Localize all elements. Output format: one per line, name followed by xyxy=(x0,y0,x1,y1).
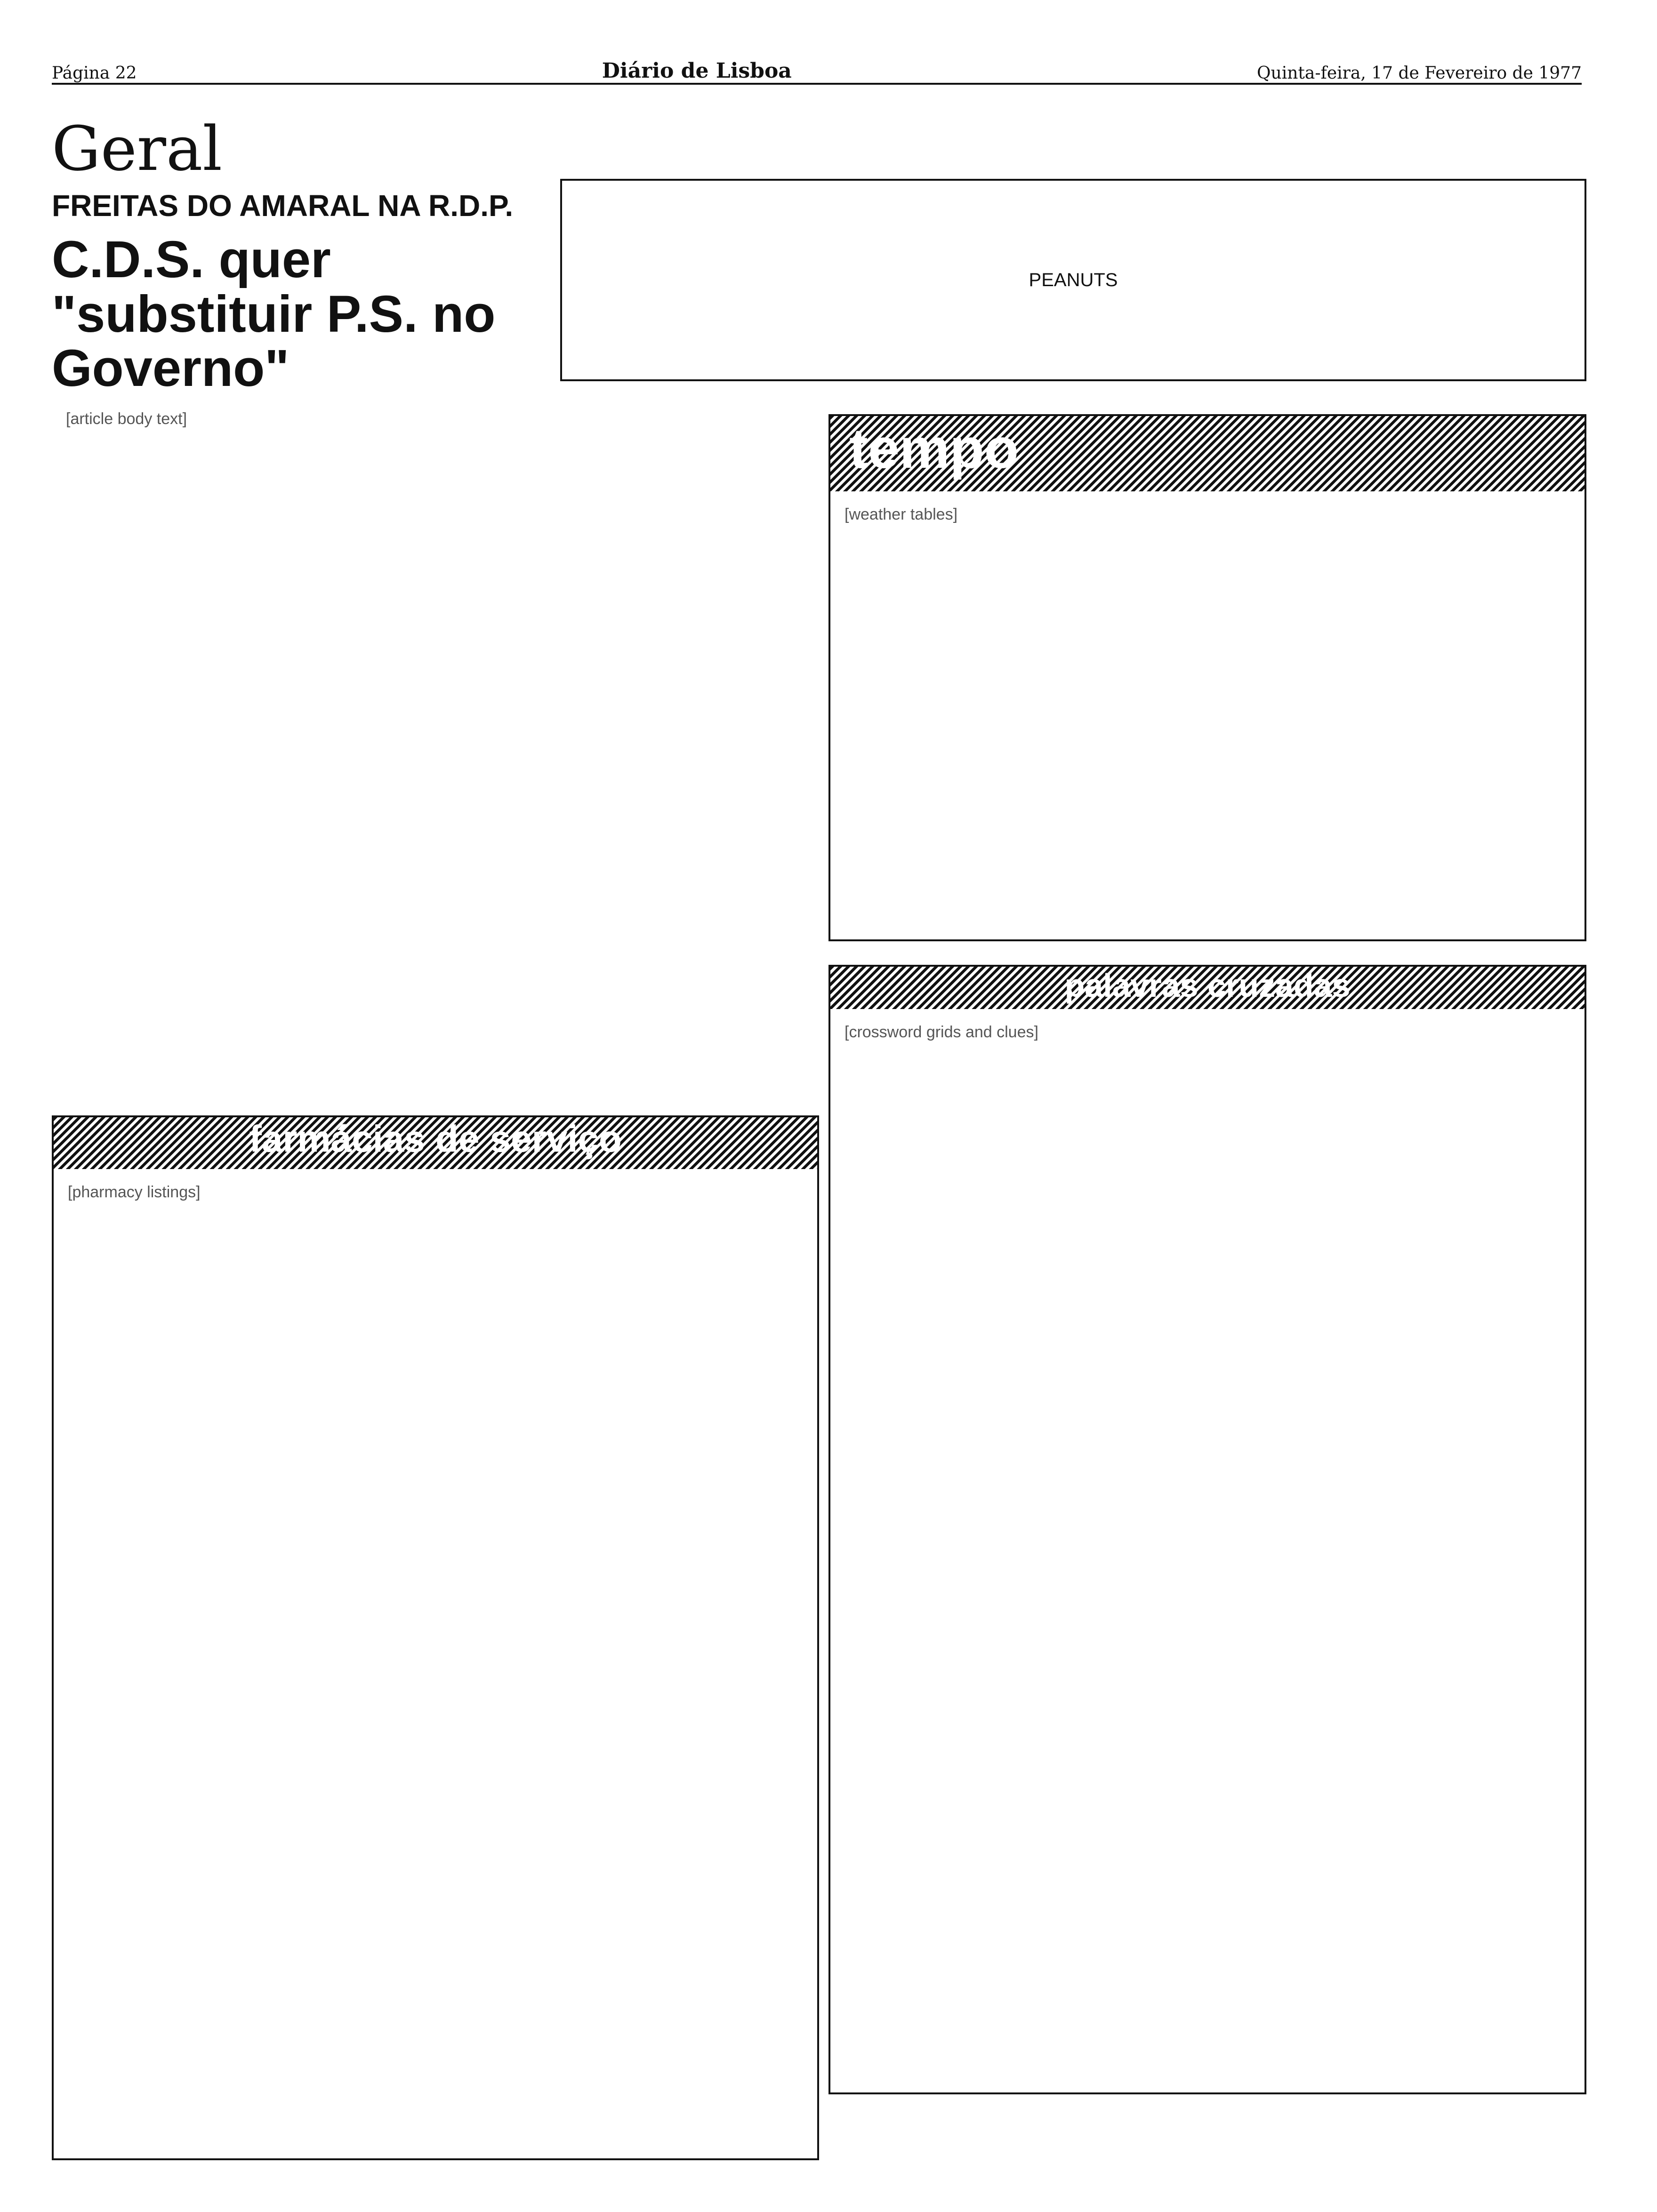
masthead xyxy=(52,56,1582,85)
issue-date: Quinta-feira, 17 de Fevereiro de 1977 xyxy=(1257,64,1582,83)
paper-title: Diário de Lisboa xyxy=(602,59,792,83)
lead-article xyxy=(52,188,555,706)
crossword-body: [crossword grids and clues] xyxy=(845,1023,1038,1041)
crossword-title: palavras cruzadas xyxy=(830,967,1585,1009)
section-title: Geral xyxy=(52,113,223,184)
weather-body: [weather tables] xyxy=(845,505,958,523)
comic-label: PEANUTS xyxy=(1029,269,1118,290)
page-number: Página 22 xyxy=(52,64,137,83)
comic-strip xyxy=(560,179,1586,381)
lead-body: [article body text] xyxy=(66,409,187,428)
lead-headline: C.D.S. quer "substituir P.S. no Governo" xyxy=(52,231,496,397)
pharmacy-body: [pharmacy listings] xyxy=(68,1183,201,1201)
crossword-panel xyxy=(828,965,1586,2094)
pharmacy-title: farmácias de serviço xyxy=(54,1117,817,1169)
weather-title: tempo xyxy=(830,416,1585,491)
weather-panel xyxy=(828,414,1586,941)
lead-kicker: FREITAS DO AMARAL NA R.D.P. xyxy=(52,189,514,223)
pharmacy-panel xyxy=(52,1115,819,2160)
